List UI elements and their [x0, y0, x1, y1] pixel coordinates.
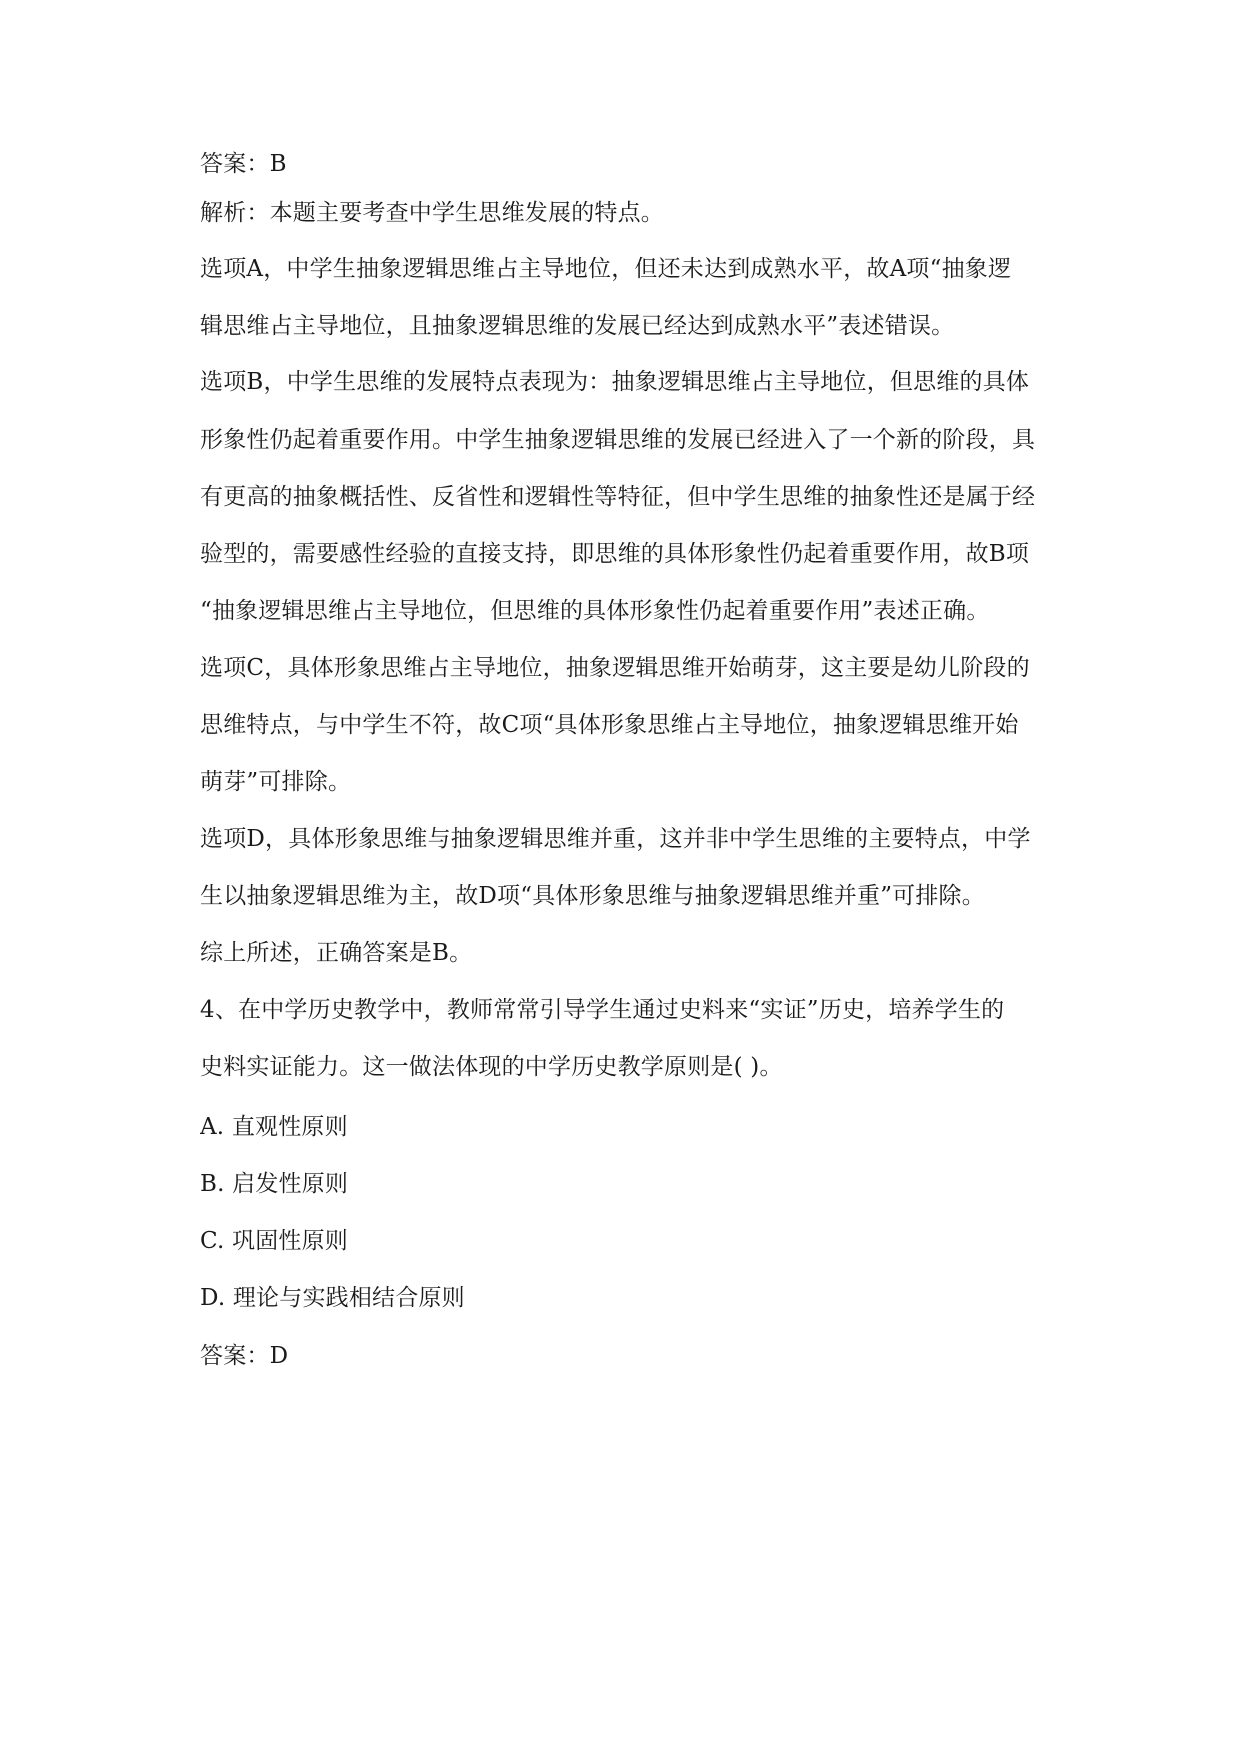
option-d: D. 理论与实践相结合原则 [200, 1285, 465, 1311]
analysis-line: 形象性仍起着重要作用。中学生抽象逻辑思维的发展已经进入了一个新的阶段，具 [200, 427, 1036, 453]
analysis-intro: 解析：本题主要考查中学生思维发展的特点。 [200, 200, 664, 226]
answer: 答案：D [200, 1343, 289, 1369]
analysis-line: 辑思维占主导地位，且抽象逻辑思维的发展已经达到成熟水平”表述错误。 [200, 313, 955, 339]
option-a: A. 直观性原则 [200, 1114, 348, 1140]
analysis-conclusion: 综上所述，正确答案是B。 [200, 940, 473, 966]
analysis-line: 有更高的抽象概括性、反省性和逻辑性等特征，但中学生思维的抽象性还是属于经 [200, 484, 1036, 510]
option-b: B. 启发性原则 [200, 1171, 349, 1197]
analysis-line: 选项B，中学生思维的发展特点表现为：抽象逻辑思维占主导地位，但思维的具体 [200, 369, 1030, 395]
analysis-line: “抽象逻辑思维占主导地位，但思维的具体形象性仍起着重要作用”表述正确。 [200, 598, 990, 624]
analysis-line: 选项A，中学生抽象逻辑思维占主导地位，但还未达到成熟水平，故A项“抽象逻 [200, 256, 1012, 282]
analysis-line: 选项D，具体形象思维与抽象逻辑思维并重，这并非中学生思维的主要特点，中学 [200, 826, 1031, 852]
question-4-stem: 4、在中学历史教学中，教师常常引导学生通过史料来“实证”历史，培养学生的 [200, 997, 1005, 1023]
analysis-line: 验型的，需要感性经验的直接支持，即思维的具体形象性仍起着重要作用，故B项 [200, 541, 1030, 567]
analysis-line: 思维特点，与中学生不符，故C项“具体形象思维占主导地位，抽象逻辑思维开始 [200, 712, 1019, 738]
analysis-line: 生以抽象逻辑思维为主，故D项“具体形象思维与抽象逻辑思维并重”可排除。 [200, 883, 985, 909]
previous-answer: 答案：B [200, 151, 287, 177]
analysis-line: 萌芽”可排除。 [200, 769, 352, 795]
question-4-stem: 史料实证能力。这一做法体现的中学历史教学原则是( )。 [200, 1054, 783, 1080]
analysis-line: 选项C，具体形象思维占主导地位，抽象逻辑思维开始萌芽，这主要是幼儿阶段的 [200, 655, 1030, 681]
option-c: C. 巩固性原则 [200, 1228, 349, 1254]
